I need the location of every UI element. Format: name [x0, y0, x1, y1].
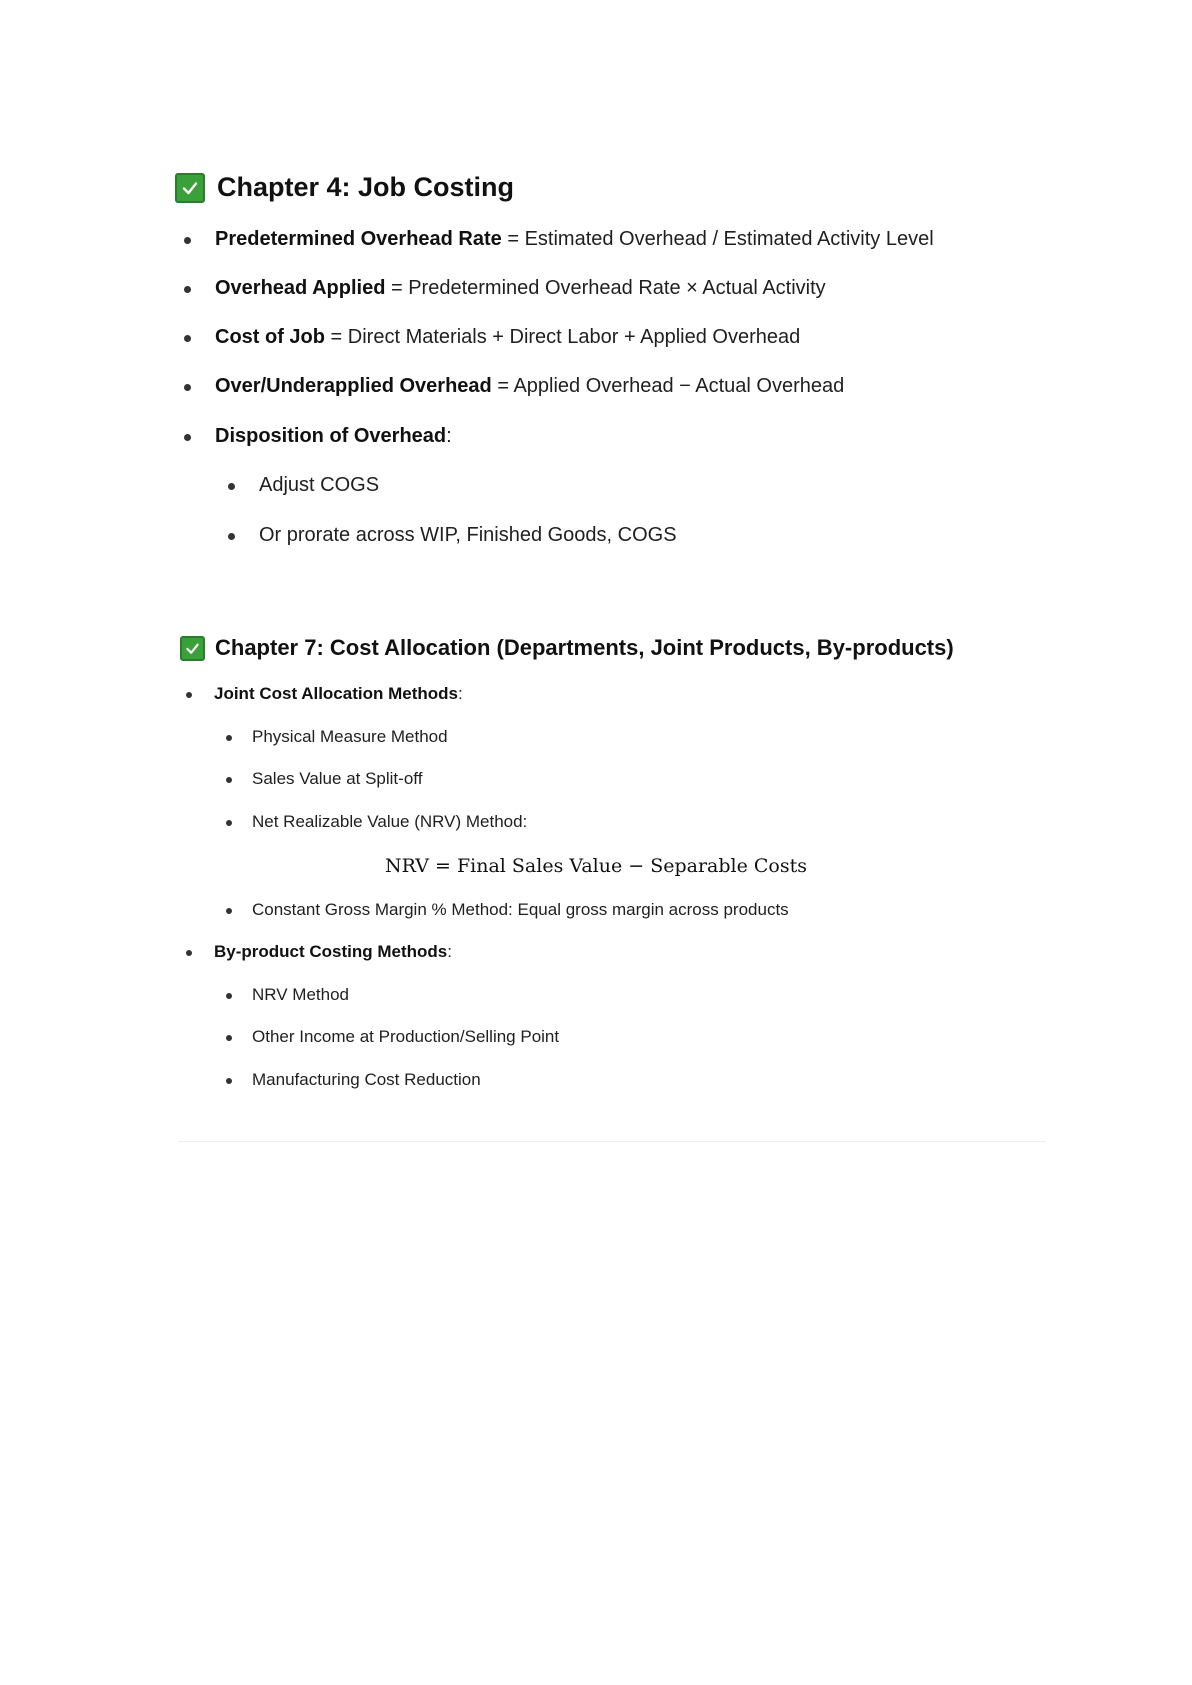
list-item [215, 228, 934, 251]
formula-text: = Applied Overhead − Actual Overhead [491, 375, 845, 397]
term-suffix: : [447, 942, 452, 961]
bullet [186, 950, 192, 956]
term-label: Overhead Applied [215, 277, 386, 299]
nrv-formula: NRV = Final Sales Value − Separable Costs [384, 855, 808, 877]
sub-list-item: Or prorate across WIP, Finished Goods, COGS [259, 524, 677, 546]
list-item [214, 942, 452, 962]
chapter-7-title: Chapter 7: Cost Allocation (Departments, Joint Products, By-products) [215, 635, 954, 660]
sub-bullet [226, 735, 232, 741]
term-label: Disposition of Overhead [215, 425, 447, 447]
formula-text: = Direct Materials + Direct Labor + Applied Overhead [325, 326, 801, 348]
sub-bullet [226, 777, 232, 783]
term-label: Joint Cost Allocation Methods [214, 684, 458, 703]
list-item [215, 375, 844, 398]
sub-bullet [226, 993, 232, 999]
bullet [184, 286, 191, 293]
sub-list-item: Net Realizable Value (NRV) Method: [252, 812, 528, 831]
chapter-4-heading [175, 172, 514, 203]
sub-list-item: Adjust COGS [259, 474, 380, 496]
list-item [215, 326, 800, 349]
sub-bullet [226, 1078, 232, 1084]
bullet [184, 237, 191, 244]
sub-list-item: NRV Method [252, 985, 350, 1004]
sub-list-item: Physical Measure Method [252, 727, 448, 746]
formula-text: = Predetermined Overhead Rate × Actual Activity [385, 277, 826, 299]
check-icon [180, 636, 205, 661]
sub-bullet [228, 533, 235, 540]
chapter-7-heading [180, 635, 954, 661]
sub-bullet [228, 483, 235, 490]
bullet [186, 692, 192, 698]
bullet [184, 434, 191, 441]
chapter-4-title: Chapter 4: Job Costing [217, 172, 515, 202]
bullet [184, 384, 191, 391]
check-icon [175, 173, 205, 203]
term-suffix: : [457, 684, 463, 703]
divider [178, 1141, 1046, 1142]
list-item [215, 277, 826, 300]
term-label: By-product Costing Methods [214, 942, 448, 961]
list-item [215, 425, 452, 448]
term-label: Predetermined Overhead Rate [215, 228, 502, 250]
sub-bullet [226, 1035, 232, 1041]
sub-list-item: Sales Value at Split-off [252, 769, 423, 788]
sub-bullet [226, 908, 232, 914]
sub-list-item: Other Income at Production/Selling Point [252, 1027, 560, 1046]
bullet [184, 335, 191, 342]
formula-text: = Estimated Overhead / Estimated Activity Level [501, 228, 934, 250]
sub-bullet [226, 820, 232, 826]
term-label: Cost of Job [215, 326, 325, 348]
sub-list-item: Manufacturing Cost Reduction [252, 1070, 481, 1089]
term-label: Over/Underapplied Overhead [215, 375, 492, 397]
sub-list-item: Constant Gross Margin % Method: Equal gross margin across products [252, 900, 789, 919]
term-suffix: : [446, 425, 452, 447]
list-item [214, 684, 463, 704]
